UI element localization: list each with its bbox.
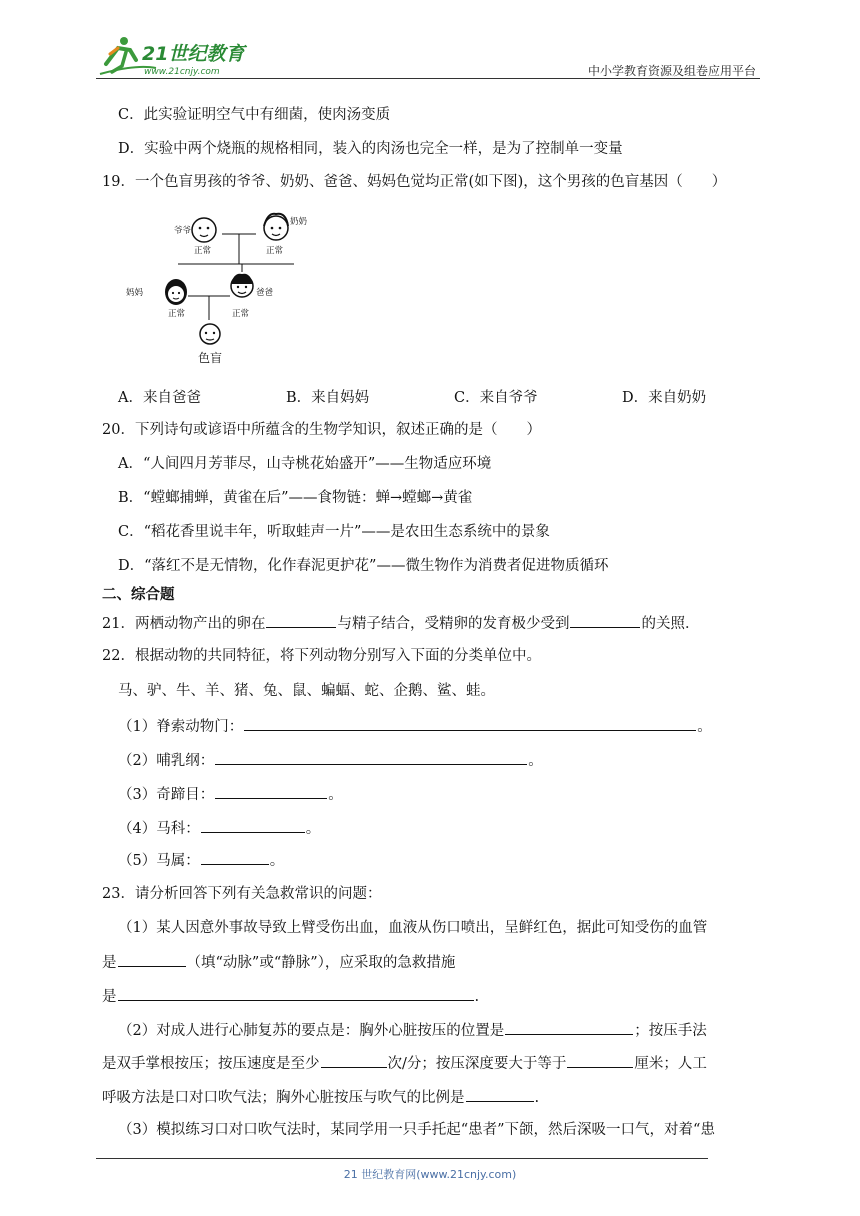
q19-options xyxy=(118,386,738,406)
q23-p2-line3 xyxy=(102,1086,539,1108)
answer-blank[interactable] xyxy=(570,612,640,628)
q22-item-label: （5）马属： xyxy=(118,853,200,869)
mother-face-icon xyxy=(165,279,187,305)
father-face-icon xyxy=(231,274,253,297)
platform-name: 中小学教育资源及组卷应用平台 xyxy=(587,64,756,78)
q22-item-1 xyxy=(118,715,712,737)
logo xyxy=(96,34,266,78)
q19-stem: 19．一个色盲男孩的爷爷、奶奶、爸爸、妈妈色觉均正常(如下图)，这个男孩的色盲基因（ ） xyxy=(102,174,727,190)
text: 呼吸方法是口对口吹气法；胸外心脏按压与吹气的比例是 xyxy=(102,1090,465,1106)
label-colorblind: 色盲 xyxy=(198,351,223,365)
footer-rule xyxy=(96,1158,708,1159)
answer-blank[interactable] xyxy=(201,849,269,865)
q22-item-label: （4）马科： xyxy=(118,821,200,837)
answer-blank[interactable] xyxy=(118,951,186,967)
boy-face-icon xyxy=(200,324,220,344)
q20-option-b: B．“螳螂捕蝉，黄雀在后”——食物链：蝉→螳螂→黄雀 xyxy=(118,490,473,506)
text: 是 xyxy=(102,989,117,1005)
q23-p1-line3 xyxy=(102,985,479,1007)
label-mother-normal: 正常 xyxy=(168,309,186,319)
answer-blank[interactable] xyxy=(118,985,474,1001)
q21-part2: 与精子结合，受精卵的发育极少受到 xyxy=(337,616,570,632)
page-header xyxy=(96,34,760,80)
q22-item-label: （2）哺乳纲： xyxy=(118,753,215,769)
label-father: 爸爸 xyxy=(256,288,274,298)
text: 是 xyxy=(102,955,117,971)
label-grandpa: 爷爷 xyxy=(174,226,192,236)
label-grandma: 奶奶 xyxy=(290,217,308,227)
pedigree-figure xyxy=(118,206,308,374)
q22-animals: 马、驴、牛、羊、猪、兔、鼠、蝙蝠、蛇、企鹅、鲨、蛙。 xyxy=(118,683,495,699)
q22-item-3 xyxy=(118,783,343,805)
period: . xyxy=(474,989,480,1005)
answer-blank[interactable] xyxy=(215,749,527,765)
q21-part1: 21．两栖动物产出的卵在 xyxy=(102,616,266,632)
grandma-face-icon xyxy=(264,214,288,240)
q18-option-d: D．实验中两个烧瓶的规格相同，装入的肉汤也完全一样，是为了控制单一变量 xyxy=(118,141,623,157)
q21-part3: 的关照． xyxy=(641,616,700,632)
page-footer: 21 世纪教育网(www.21cnjy.com) xyxy=(343,1168,517,1181)
header-rule xyxy=(96,78,760,79)
q22-item-2 xyxy=(118,749,543,771)
q22-item-5 xyxy=(118,849,284,871)
answer-blank[interactable] xyxy=(244,715,696,731)
q20-option-d: D．“落红不是无情物，化作春泥更护花”——微生物作为消费者促进物质循环 xyxy=(118,558,609,574)
q22-item-label: （1）脊索动物门： xyxy=(118,719,244,735)
answer-blank[interactable] xyxy=(466,1086,534,1102)
q23-p3-line1: （3）模拟练习口对口吹气法时，某同学用一只手托起“患者”下颌，然后深吸一口气，对着“患 xyxy=(118,1122,715,1138)
q19-option-b: B．来自妈妈 xyxy=(286,390,370,406)
period: 。 xyxy=(305,821,321,837)
q19-option-d: D．来自奶奶 xyxy=(622,390,707,406)
q23-p2-line2 xyxy=(102,1052,707,1074)
q21 xyxy=(102,612,699,634)
label-father-normal: 正常 xyxy=(232,309,250,319)
q22-stem: 22．根据动物的共同特征，将下列动物分别写入下面的分类单位中。 xyxy=(102,648,541,664)
text: ；按压手法 xyxy=(634,1023,707,1039)
label-grandma-normal: 正常 xyxy=(266,246,284,256)
logo-text: 21世纪教育 xyxy=(142,43,245,65)
q19-option-c: C．来自爷爷 xyxy=(454,390,538,406)
q23-p1-line1: （1）某人因意外事故导致上臂受伤出血，血液从伤口喷出，呈鲜红色，据此可知受伤的血管 xyxy=(118,920,708,936)
answer-blank[interactable] xyxy=(266,612,336,628)
q23-p2-line1 xyxy=(118,1019,707,1041)
section-heading: 二、综合题 xyxy=(102,587,175,603)
q20-option-c: C．“稻花香里说丰年，听取蛙声一片”——是农田生态系统中的景象 xyxy=(118,524,550,540)
text: 次/分；按压深度要大于等于 xyxy=(387,1056,567,1072)
q23-p1-line2 xyxy=(102,951,455,973)
answer-blank[interactable] xyxy=(321,1052,387,1068)
answer-blank[interactable] xyxy=(215,783,327,799)
text: （填“动脉”或“静脉”），应采取的急救措施 xyxy=(186,955,456,971)
label-grandpa-normal: 正常 xyxy=(194,246,212,256)
answer-blank[interactable] xyxy=(505,1019,633,1035)
grandpa-face-icon xyxy=(192,218,216,242)
q19-option-a: A．来自爸爸 xyxy=(118,390,201,406)
q23-stem: 23．请分析回答下列有关急救常识的问题： xyxy=(102,886,382,902)
text: （2）对成人进行心肺复苏的要点是：胸外心脏按压的位置是 xyxy=(118,1023,505,1039)
q20-option-a: A．“人间四月芳菲尽，山寺桃花始盛开”——生物适应环境 xyxy=(118,456,492,472)
q22-item-label: （3）奇蹄目： xyxy=(118,787,215,803)
text: 是双手掌根按压；按压速度是至少 xyxy=(102,1056,320,1072)
period: 。 xyxy=(697,719,712,735)
q22-item-4 xyxy=(118,817,320,839)
period: 。 xyxy=(269,853,285,869)
logo-url: www.21cnjy.com xyxy=(144,67,220,77)
q20-stem: 20．下列诗句或谚语中所蕴含的生物学知识，叙述正确的是（ ） xyxy=(102,422,541,438)
answer-blank[interactable] xyxy=(201,817,305,833)
period: . xyxy=(534,1090,540,1106)
q18-option-c: C．此实验证明空气中有细菌，使肉汤变质 xyxy=(118,107,391,123)
period: 。 xyxy=(528,753,543,769)
label-mother: 妈妈 xyxy=(126,288,144,298)
answer-blank[interactable] xyxy=(567,1052,633,1068)
text: 厘米；人工 xyxy=(634,1056,707,1072)
period: 。 xyxy=(328,787,343,803)
